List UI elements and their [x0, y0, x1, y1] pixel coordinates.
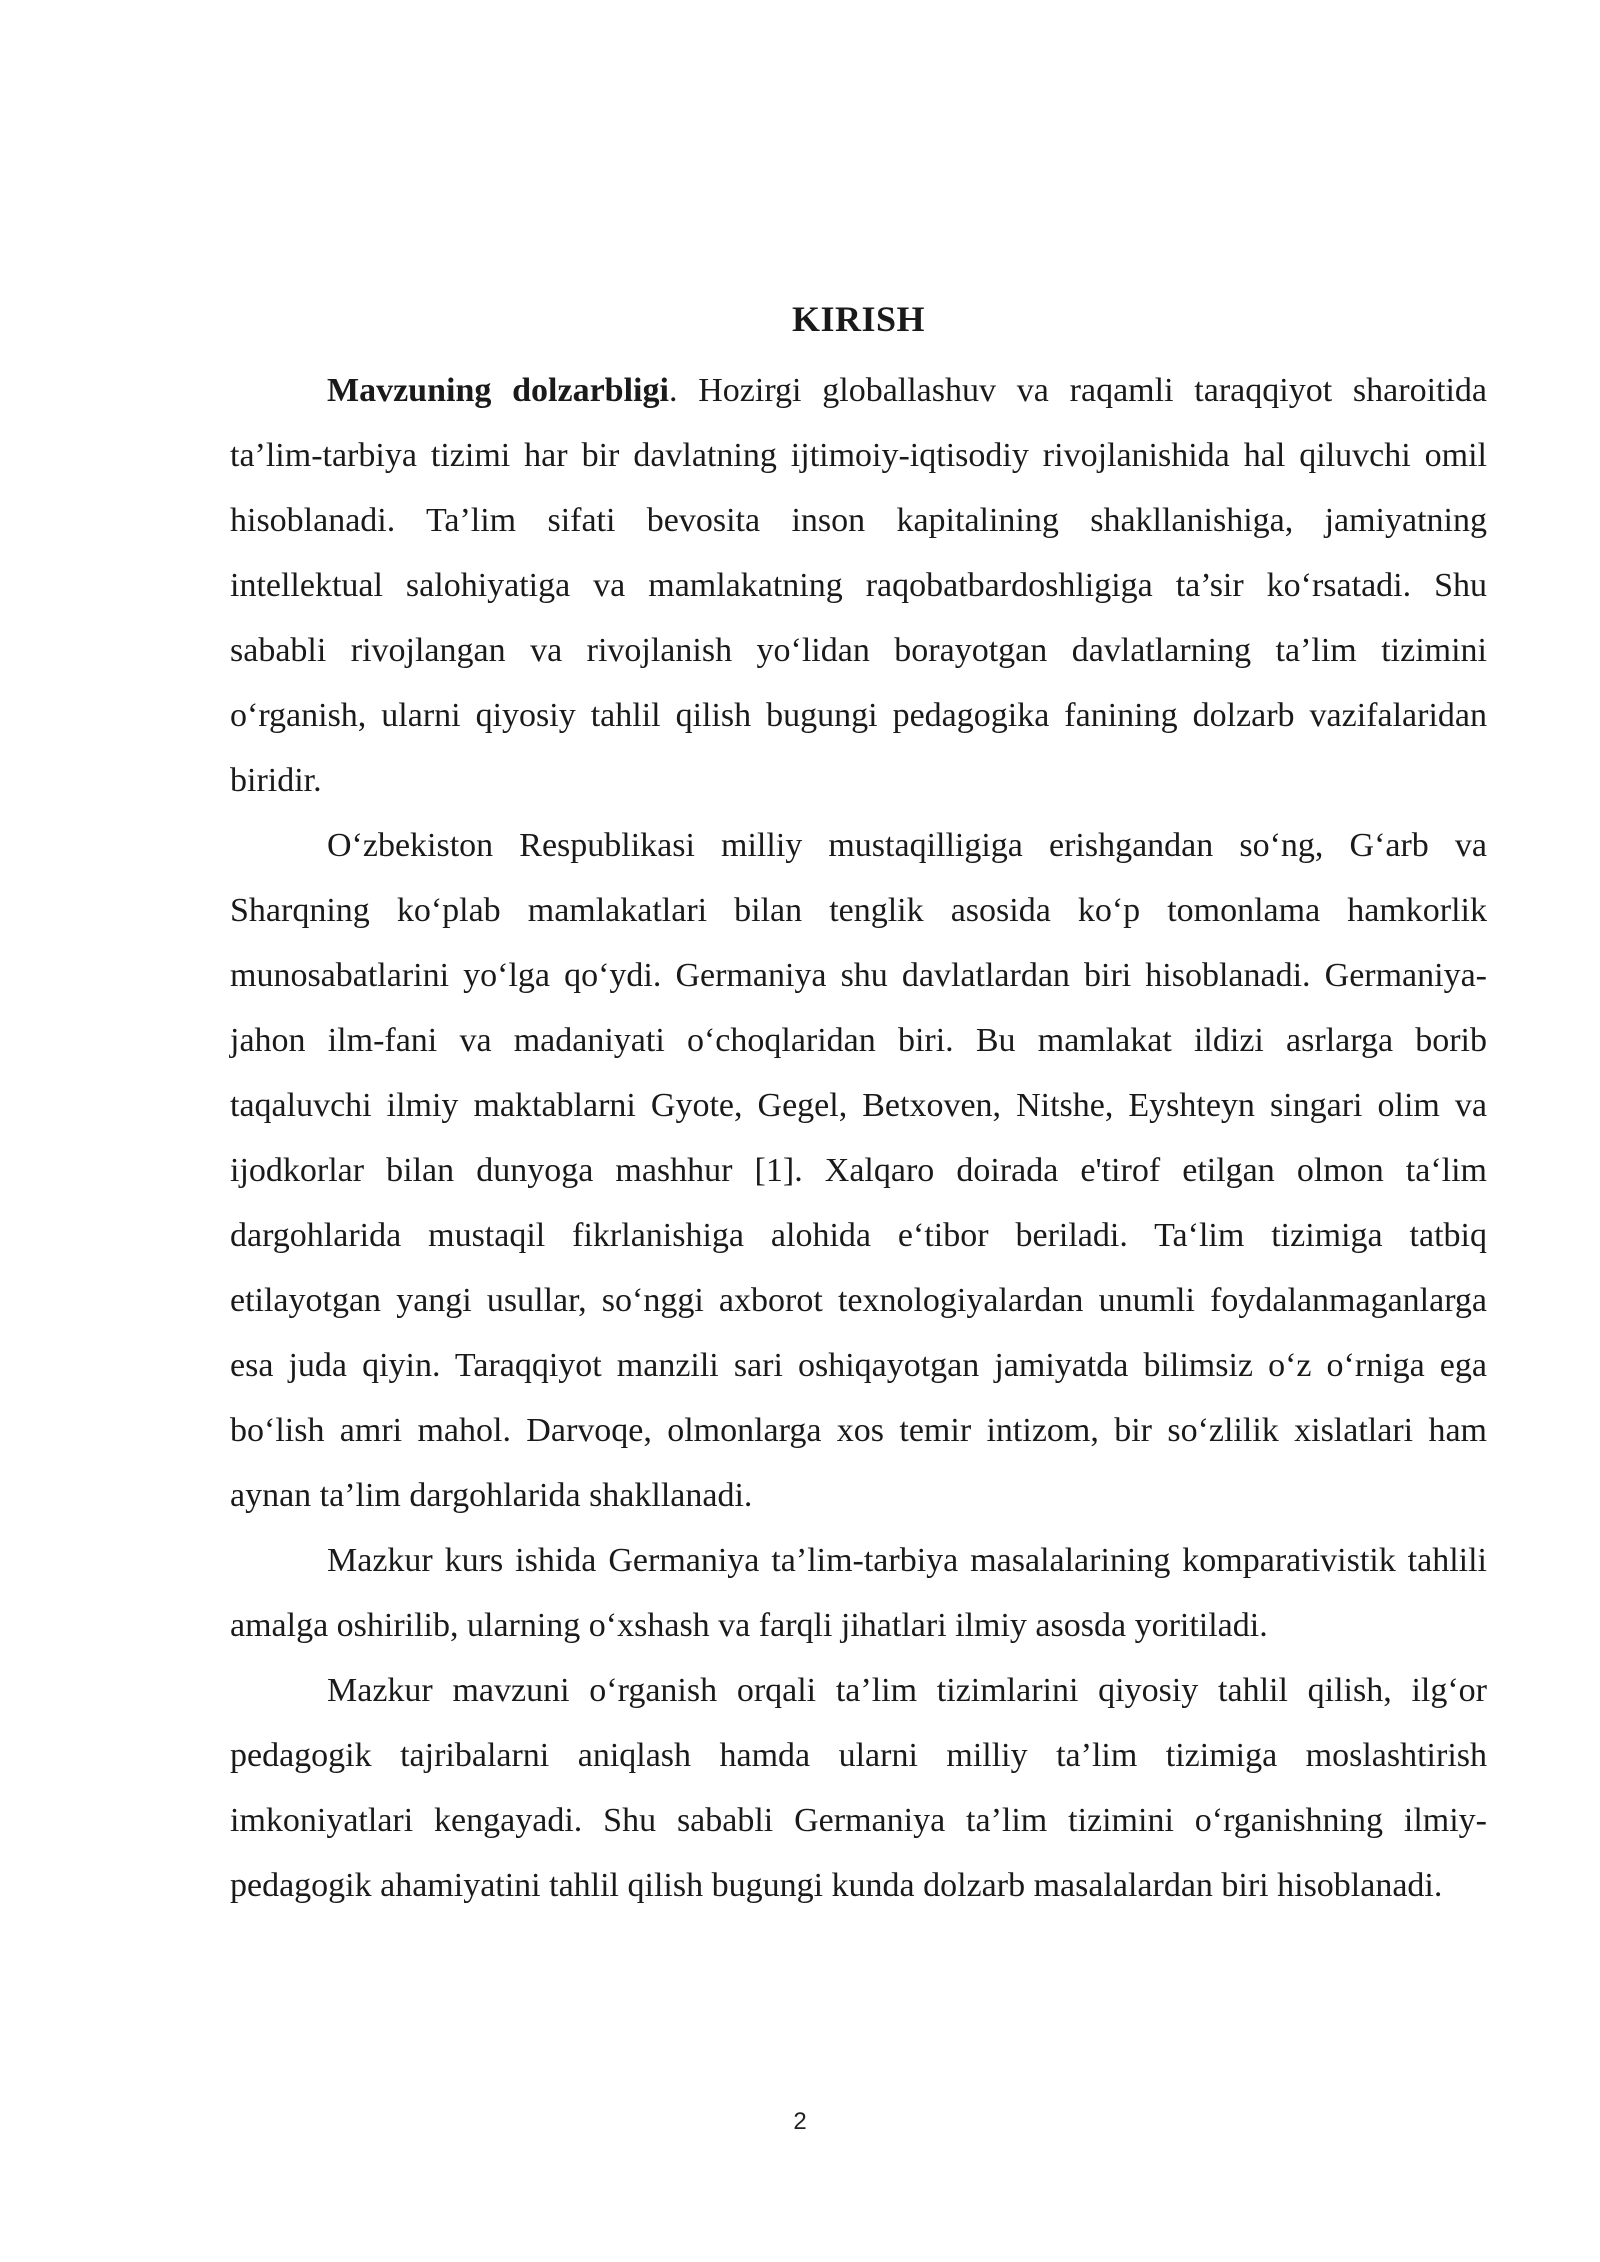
- document-page: [230, 296, 1487, 1918]
- relevance-text: Hozirgi globallashuv va raqamli taraqqiyot sharoitida ta’lim-tarbiya tizimi har bir davlatning ijtimoiy-iqtisodiy rivojlanishida hal qiluvchi omil hisoblanadi. Ta’lim sifati bevosita inson kapitalining shakllanishiga, jamiyatning intellektual salohiyatiga va mamlakatning raqobatbardoshligiga ta’sir ko‘rsatadi. Shu sababli rivojlangan va rivojlanish yo‘lidan borayotgan davlatlarning ta’lim tizimini o‘rganish, ularni qiyosiy tahlil qilish bugungi pedagogika fanining dolzarb vazifalaridan biridir.: [230, 372, 1487, 799]
- paragraph-course-work: Mazkur kurs ishida Germaniya ta’lim-tarbiya masalalarining komparativistik tahlili amalga oshirilib, ularning o‘xshash va farqli jihatlari ilmiy asosda yoritiladi.: [230, 1542, 1487, 1644]
- page-number: 2: [793, 2108, 807, 2135]
- section-title: KIRISH: [791, 299, 926, 339]
- relevance-lead: Mavzuning dolzarbligi: [327, 372, 669, 409]
- paragraph-relevance: [230, 358, 1487, 813]
- paragraph-significance: Mazkur mavzuni o‘rganish orqali ta’lim tizimlarini qiyosiy tahlil qilish, ilg‘or pedagogik tajribalarni aniqlash hamda ularni milliy ta’lim tizimiga moslashtirish imkoniyatlari kengayadi. Shu sababli Germaniya ta’lim tizimini o‘rganishning ilmiy-pedagogik ahamiyatini tahlil qilish bugungi kunda dolzarb masalalardan biri hisoblanadi.: [230, 1672, 1487, 1904]
- paragraph-uzbekistan-germany: O‘zbekiston Respublikasi milliy mustaqilligiga erishgandan so‘ng, G‘arb va Sharqning ko‘plab mamlakatlari bilan tenglik asosida ko‘p tomonlama hamkorlik munosabatlarini yo‘lga qo‘ydi. Germaniya shu davlatlardan biri hisoblanadi. Germaniya-jahon ilm-fani va madaniyati o‘choqlaridan biri. Bu mamlakat ildizi asrlarga borib taqaluvchi ilmiy maktablarni Gyote, Gegel, Betxoven, Nitshe, Eyshteyn singari olim va ijodkorlar bilan dunyoga mashhur [1]. Xalqaro doirada e'tirof etilgan olmon ta‘lim dargohlarida mustaqil fikrlanishiga alohida e‘tibor beriladi. Ta‘lim tizimiga tatbiq etilayotgan yangi usullar, so‘nggi axborot texnologiyalardan unumli foydalanmaganlarga esa juda qiyin. Taraqqiyot manzili sari oshiqayotgan jamiyatda bilimsiz o‘z o‘rniga ega bo‘lish amri mahol. Darvoqe, olmonlarga xos temir intizom, bir so‘zlilik xislatlari ham aynan ta’lim dargohlarida shakllanadi.: [230, 827, 1487, 1514]
- relevance-lead-punct: .: [668, 372, 678, 409]
